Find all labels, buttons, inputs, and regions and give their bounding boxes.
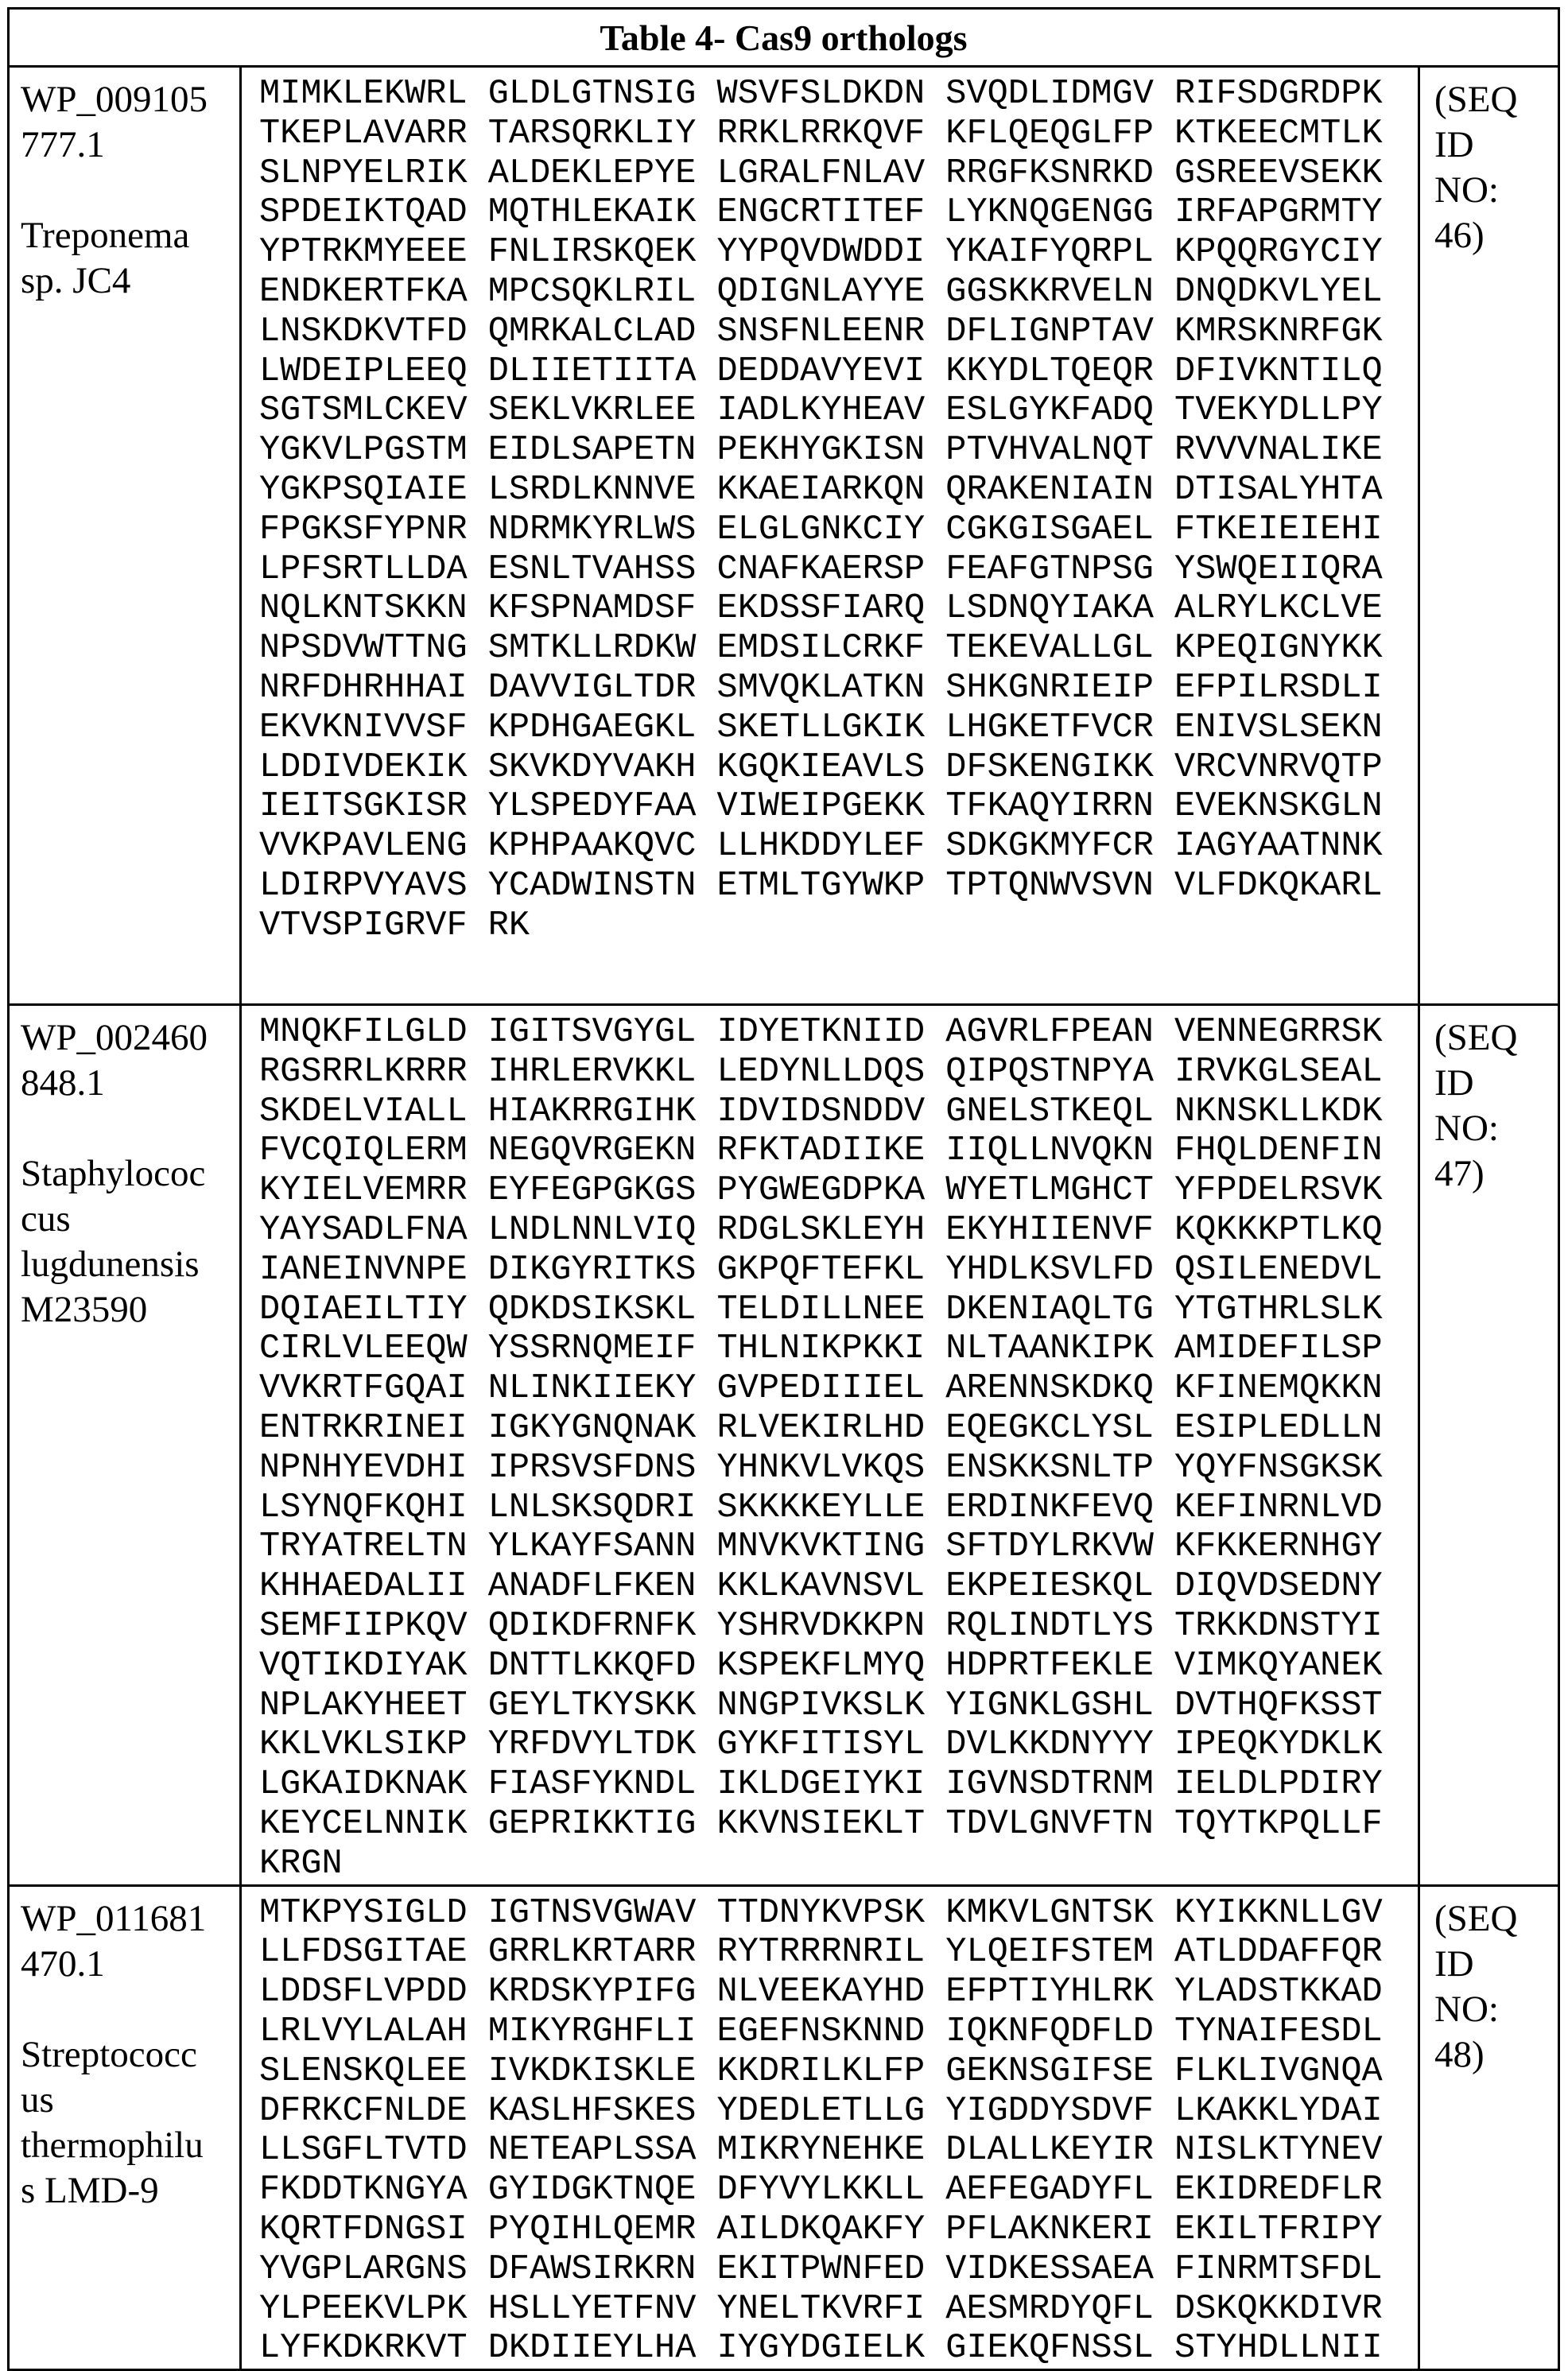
protein-sequence [242,1887,1418,2369]
organism-line: Streptococc [21,2032,239,2078]
sequence-line: LPFSRTLLDA ESNLTVAHSS CNAFKAERSP FEAFGTNPSG YSWQEIIQRA [259,550,1418,590]
organism-line: us [21,2078,239,2123]
table-row [9,1005,1559,1886]
sequence-line: FPGKSFYPNR NDRMKYRLWS ELGLGNKCIY CGKGISGAEL FTKEIEIEHI [259,510,1418,550]
sequence-line: DQIAEILTIY QDKDSIKSKL TELDILLNEE DKENIAQLTG YTGTHRLSLK [259,1290,1418,1330]
ortholog-label [10,1887,239,2214]
sequence-line: LDDSFLVPDD KRDSKYPIFG NLVEEKAYHD EFPTIYHLRK YLADSTKKAD [259,1973,1418,2012]
sequence-line: VVKRTFGQAI NLINKIIEKY GVPEDIIIEL ARENNSKDKQ KFINEMQKKN [259,1369,1418,1409]
sequence-line: KHHAEDALII ANADFLFKEN KKLKAVNSVL EKPEIESKQL DIQVDSEDNY [259,1567,1418,1607]
sequence-line: NPSDVWTTNG SMTKLLRDKW EMDSILCRKF TEKEVALLGL KPEQIGNYKK [259,629,1418,669]
table-row [9,67,1559,1005]
sequence-line: MIMKLEKWRL GLDLGTNSIG WSVFSLDKDN SVQDLIDMGV RIFSDGRDPK [259,75,1418,114]
sequence-line: LWDEIPLEEQ DLIIETIITA DEDDAVYEVI KKYDLTQEQR DFIVKNTILQ [259,352,1418,392]
sequence-line: LRLVYLALAH MIKYRGHFLI EGEFNSKNND IQKNFQDFLD TYNAIFESDL [259,2012,1418,2052]
accession-line: 470.1 [21,1942,239,1987]
accession-line: 848.1 [21,1061,239,1106]
spacer [21,1987,239,2032]
ortholog-label-cell [9,1005,241,1886]
sequence-line: LDIRPVYAVS YCADWINSTN ETMLTGYWKP TPTQNWVSVN VLFDKQKARL [259,867,1418,906]
seq-id-line: NO: [1434,1987,1558,2032]
seq-id-line: (SEQ [1434,1896,1558,1942]
sequence-line: EKVKNIVVSF KPDHGAEGKL SKETLLGKIK LHGKETFVCR ENIVSLSEKN [259,708,1418,748]
sequence-line: DFRKCFNLDE KASLHFSKES YDEDLETLLG YIGDDYSDVF LKAKKLYDAI [259,2092,1418,2132]
sequence-line: YGKVLPGSTM EIDLSAPETN PEKHYGKISN PTVHVALNQT RVVVNALIKE [259,431,1418,471]
spacer [21,1106,239,1151]
accession-line: WP_009105 [21,77,239,122]
sequence-line: SEMFIIPKQV QDIKDFRNFK YSHRVDKKPN RQLINDTLYS TRKKDNSTYI [259,1607,1418,1647]
sequence-line: NPLAKYHEET GEYLTKYSKK NNGPIVKSLK YIGNKLGSHL DVTHQFKSST [259,1686,1418,1726]
seq-id-line: ID [1434,1942,1558,1987]
sequence-line: YPTRKMYEEE FNLIRSKQEK YYPQVDWDDI YKAIFYQRPL KPQQRGYCIY [259,233,1418,273]
sequence-line: LLSGFLTVTD NETEAPLSSA MIKRYNEHKE DLALLKEYIR NISLKTYNEV [259,2131,1418,2171]
sequence-line: KRGN [259,1845,1418,1884]
cas9-orthologs-table [7,7,1560,2371]
sequence-line: TRYATRELTN YLKAYFSANN MNVKVKTING SFTDYLRKVW KFKKERNHGY [259,1527,1418,1567]
sequence-line: YVGPLARGNS DFAWSIRKRN EKITPWNFED VIDKESSAEA FINRMTSFDL [259,2250,1418,2290]
organism-line: Staphylococ [21,1151,239,1197]
accession-line: 777.1 [21,122,239,168]
table-row [9,1885,1559,2370]
sequence-line: ENDKERTFKA MPCSQKLRIL QDIGNLAYYE GGSKKRVELN DNQDKVLYEL [259,273,1418,312]
sequence-line: MTKPYSIGLD IGTNSVGWAV TTDNYKVPSK KMKVLGNTSK KYIKKNLLGV [259,1894,1418,1934]
protein-sequence [242,1006,1418,1884]
organism-line: sp. JC4 [21,258,239,304]
spacer [21,168,239,213]
table-body [9,67,1559,2370]
sequence-line: IANEINVNPE DIKGYRITKS GKPQFTEFKL YHDLKSVLFD QSILENEDVL [259,1251,1418,1290]
sequence-line: KKLVKLSIKP YRFDVYLTDK GYKFITISYL DVLKKDNYYY IPEQKYDKLK [259,1725,1418,1765]
protein-sequence-cell [241,1005,1419,1886]
seq-id-line: (SEQ [1434,77,1558,122]
sequence-line: LDDIVDEKIK SKVKDYVAKH KGQKIEAVLS DFSKENGIKK VRCVNRVQTP [259,748,1418,788]
sequence-line: KEYCELNNIK GEPRIKKTIG KKVNSIEKLT TDVLGNVFTN TQYTKPQLLF [259,1805,1418,1845]
seq-id-line: NO: [1434,1106,1558,1151]
seq-id-line: 46) [1434,213,1558,258]
sequence-line: YLPEEKVLPK HSLLYETFNV YNELTKVRFI AESMRDYQFL DSKQKKDIVR [259,2290,1418,2330]
seq-id [1420,1887,1558,2078]
sequence-line: ENTRKRINEI IGKYGNQNAK RLVEKIRLHD EQEGKCLYSL ESIPLEDLLN [259,1409,1418,1449]
sequence-line: NRFDHRHHAI DAVVIGLTDR SMVQKLATKN SHKGNRIEIP EFPILRSDLI [259,669,1418,708]
ortholog-label [10,1006,239,1333]
sequence-line: VVKPAVLENG KPHPAAKQVC LLHKDDYLEF SDKGKMYFCR IAGYAATNNK [259,827,1418,867]
sequence-line: LYFKDKRKVT DKDIIEYLHA IYGYDGIELK GIEKQFNSSL STYHDLLNII [259,2329,1418,2369]
seq-id-cell [1419,1885,1559,2370]
ortholog-label-cell [9,1885,241,2370]
sequence-line: NPNHYEVDHI IPRSVSFDNS YHNKVLVKQS ENSKKSNLTP YQYFNSGKSK [259,1449,1418,1488]
sequence-line: LNSKDKVTFD QMRKALCLAD SNSFNLEENR DFLIGNPTAV KMRSKNRFGK [259,312,1418,352]
table-title: Table 4- Cas9 orthologs [9,9,1559,67]
seq-id-line: NO: [1434,168,1558,213]
seq-id [1420,68,1558,258]
organism-line: thermophilu [21,2123,239,2168]
sequence-line: YGKPSQIAIE LSRDLKNNVE KKAEIARKQN QRAKENIAIN DTISALYHTA [259,471,1418,510]
seq-id-line: 47) [1434,1151,1558,1197]
protein-sequence-cell [241,67,1419,1005]
sequence-line: KYIELVEMRR EYFEGPGKGS PYGWEGDPKA WYETLMGHCT YFPDELRSVK [259,1171,1418,1211]
sequence-line: MNQKFILGLD IGITSVGYGL IDYETKNIID AGVRLFPEAN VENNEGRRSK [259,1013,1418,1053]
sequence-line: LLFDSGITAE GRRLKRTARR RYTRRRNRIL YLQEIFSTEM ATLDDAFFQR [259,1933,1418,1973]
sequence-line: VQTIKDIYAK DNTTLKKQFD KSPEKFLMYQ HDPRTFEKLE VIMKQYANEK [259,1647,1418,1686]
seq-id-line: 48) [1434,2032,1558,2078]
ortholog-label-cell [9,67,241,1005]
organism-line: cus [21,1197,239,1242]
protein-sequence-cell [241,1885,1419,2370]
sequence-line: VTVSPIGRVF RK [259,906,1418,946]
sequence-line: FKDDTKNGYA GYIDGKTNQE DFYVYLKKLL AEFEGADYFL EKIDREDFLR [259,2171,1418,2210]
accession-line: WP_002460 [21,1015,239,1061]
seq-id-cell [1419,1005,1559,1886]
sequence-line: SKDELVIALL HIAKRRGIHK IDVIDSNDDV GNELSTKEQL NKNSKLLKDK [259,1092,1418,1132]
organism-line: M23590 [21,1287,239,1333]
accession-line: WP_011681 [21,1896,239,1942]
ortholog-label [10,68,239,304]
sequence-line: NQLKNTSKKN KFSPNAMDSF EKDSSFIARQ LSDNQYIAKA ALRYLKCLVE [259,589,1418,629]
seq-id-cell [1419,67,1559,1005]
sequence-line: SLENSKQLEE IVKDKISKLE KKDRILKLFP GEKNSGIFSE FLKLIVGNQA [259,2052,1418,2092]
sequence-line: LSYNQFKQHI LNLSKSQDRI SKKKKEYLLE ERDINKFEVQ KEFINRNLVD [259,1488,1418,1528]
sequence-line: SPDEIKTQAD MQTHLEKAIK ENGCRTITEF LYKNQGENGG IRFAPGRMTY [259,193,1418,233]
seq-id-line: ID [1434,1061,1558,1106]
sequence-line: SLNPYELRIK ALDEKLEPYE LGRALFNLAV RRGFKSNRKD GSREEVSEKK [259,154,1418,194]
sequence-line: YAYSADLFNA LNDLNNLVIQ RDGLSKLEYH EKYHIIENVF KQKKKPTLKQ [259,1211,1418,1251]
sequence-line: FVCQIQLERM NEGQVRGEKN RFKTADIIKE IIQLLNVQKN FHQLDENFIN [259,1131,1418,1171]
seq-id-line: (SEQ [1434,1015,1558,1061]
organism-line: lugdunensis [21,1242,239,1287]
sequence-line: IEITSGKISR YLSPEDYFAA VIWEIPGEKK TFKAQYIRRN EVEKNSKGLN [259,787,1418,827]
sequence-line: TKEPLAVARR TARSQRKLIY RRKLRRKQVF KFLQEQGLFP KTKEECMTLK [259,114,1418,154]
sequence-line: LGKAIDKNAK FIASFYKNDL IKLDGEIYKI IGVNSDTRNM IELDLPDIRY [259,1765,1418,1805]
seq-id-line: ID [1434,122,1558,168]
sequence-line: RGSRRLKRRR IHRLERVKKL LEDYNLLDQS QIPQSTNPYA IRVKGLSEAL [259,1053,1418,1092]
sequence-line: KQRTFDNGSI PYQIHLQEMR AILDKQAKFY PFLAKNKERI EKILTFRIPY [259,2210,1418,2250]
sequence-line: CIRLVLEEQW YSSRNQMEIF THLNIKPKKI NLTAANKIPK AMIDEFILSP [259,1329,1418,1369]
sequence-line: SGTSMLCKEV SEKLVKRLEE IADLKYHEAV ESLGYKFADQ TVEKYDLLPY [259,391,1418,431]
seq-id [1420,1006,1558,1197]
protein-sequence [242,68,1418,946]
organism-line: Treponema [21,213,239,258]
organism-line: s LMD-9 [21,2168,239,2214]
